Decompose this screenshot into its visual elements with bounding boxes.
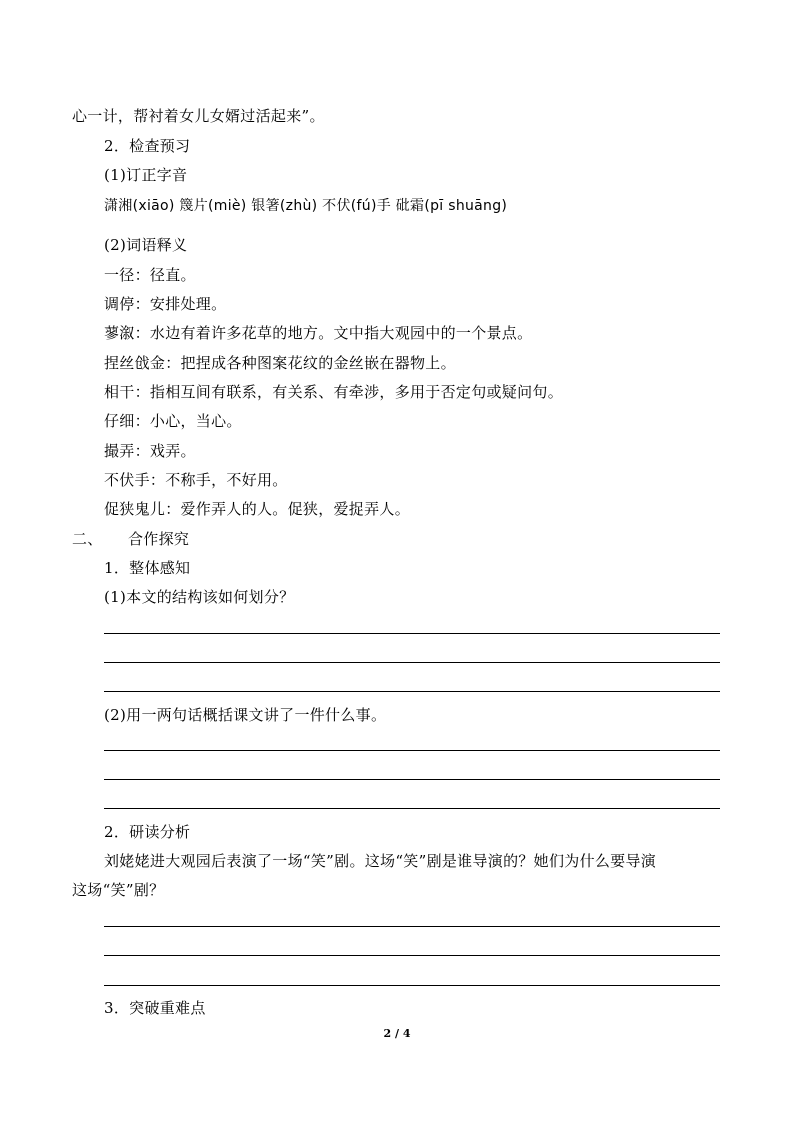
section-heading: 2．检查预习 [104, 137, 191, 155]
definition-line: 相干：指相互间有联系，有关系、有牵涉，多用于否定句或疑问句。 [104, 383, 564, 401]
subsection-heading: (1)订正字音 [104, 166, 188, 184]
definition-line: 促狭鬼儿：爱作弄人的人。促狭，爱捉弄人。 [104, 500, 411, 518]
answer-line[interactable] [104, 955, 720, 956]
answer-line[interactable] [104, 633, 720, 634]
answer-line[interactable] [104, 985, 720, 986]
definition-line: 蓼溆：水边有着许多花草的地方。文中指大观园中的一个景点。 [104, 324, 533, 342]
answer-line[interactable] [104, 691, 720, 692]
definition-line: 调停：安排处理。 [104, 295, 227, 313]
question-text: (2)用一两句话概括课文讲了一件什么事。 [104, 706, 387, 724]
page-number: 2 / 4 [383, 1027, 411, 1040]
subsection-heading: (2)词语释义 [104, 236, 188, 254]
section-heading: 1．整体感知 [104, 559, 191, 577]
question-text: 这场“笑”剧？ [72, 881, 165, 899]
definition-line: 撮弄：戏弄。 [104, 442, 196, 460]
question-text: 刘姥姥进大观园后表演了一场“笑”剧。这场“笑”剧是谁导演的？她们为什么要导演 [104, 852, 657, 870]
definition-line: 仔细：小心，当心。 [104, 412, 242, 430]
answer-line[interactable] [104, 750, 720, 751]
answer-line[interactable] [104, 662, 720, 663]
part-heading: 合作探究 [128, 530, 190, 548]
answer-line[interactable] [104, 808, 720, 809]
section-heading: 2．研读分析 [104, 823, 191, 841]
question-text: (1)本文的结构该如何划分？ [104, 588, 295, 606]
part-number: 二、 [72, 530, 103, 548]
section-heading: 3．突破重难点 [104, 999, 206, 1017]
text-line: 心一计，帮衬着女儿女婿过活起来”。 [72, 107, 325, 125]
answer-line[interactable] [104, 779, 720, 780]
definition-line: 一径：径直。 [104, 266, 196, 284]
definition-line: 不伏手：不称手，不好用。 [104, 471, 288, 489]
answer-line[interactable] [104, 926, 720, 927]
definition-line: 捏丝戗金：把捏成各种图案花纹的金丝嵌在器物上。 [104, 354, 456, 372]
pronunciation-line: 潇湘(xiāo) 篾片(miè) 银箸(zhù) 不伏(fú)手 砒霜(pī shuāng) [104, 198, 508, 214]
